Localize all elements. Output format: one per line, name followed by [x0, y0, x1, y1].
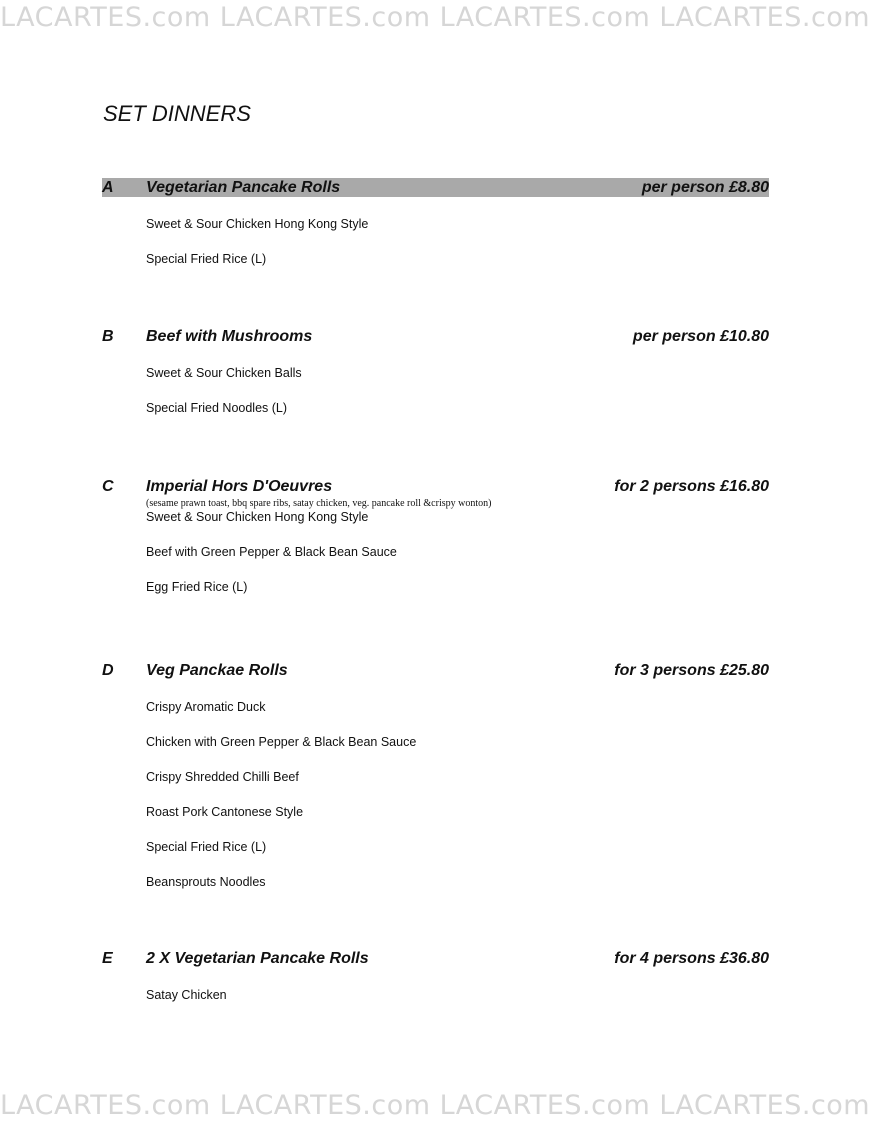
set-items [102, 510, 769, 595]
list-item: Beansprouts Noodles [146, 875, 266, 889]
set-title: Imperial Hors D'Oeuvres [146, 478, 333, 495]
set-items [102, 700, 769, 890]
list-item: Sweet & Sour Chicken Balls [146, 366, 302, 380]
set-price: for 4 persons £36.80 [614, 950, 769, 967]
set-letter: D [102, 662, 114, 679]
set-d [102, 661, 769, 890]
list-item: Satay Chicken [146, 988, 227, 1002]
list-item: Roast Pork Cantonese Style [146, 805, 304, 819]
set-letter: E [102, 950, 113, 967]
set-price: per person £10.80 [632, 328, 769, 345]
set-title: Veg Panckae Rolls [146, 662, 288, 679]
list-item: Special Fried Noodles (L) [146, 401, 288, 415]
watermark-bottom: LACARTES.com LACARTES.com LACARTES.com LACARTES.com [0, 1090, 870, 1121]
set-title: Beef with Mushrooms [146, 328, 313, 345]
set-items [102, 217, 769, 267]
set-header [102, 178, 769, 197]
set-b [102, 327, 769, 416]
set-items [102, 988, 769, 1003]
set-header [102, 949, 769, 968]
page-title: SET DINNERS [103, 101, 251, 126]
list-item: Sweet & Sour Chicken Hong Kong Style [146, 510, 369, 524]
list-item: Sweet & Sour Chicken Hong Kong Style [146, 217, 369, 231]
set-price: for 3 persons £25.80 [614, 662, 769, 679]
list-item: Special Fried Rice (L) [146, 840, 267, 854]
list-item: Egg Fried Rice (L) [146, 580, 248, 594]
watermark-top: LACARTES.com LACARTES.com LACARTES.com LACARTES.com [0, 2, 870, 33]
set-price: per person £8.80 [641, 179, 769, 196]
set-note: (sesame prawn toast, bbq spare ribs, satay chicken, veg. pancake roll &crispy wonton) [146, 498, 492, 509]
set-c [102, 477, 769, 595]
list-item: Chicken with Green Pepper & Black Bean Sauce [146, 735, 417, 749]
set-header [102, 327, 769, 346]
set-header [102, 661, 769, 680]
set-letter: B [102, 328, 114, 345]
set-letter: C [102, 478, 114, 495]
set-letter: A [102, 179, 114, 196]
list-item: Crispy Shredded Chilli Beef [146, 770, 299, 784]
list-item: Beef with Green Pepper & Black Bean Sauce [146, 545, 397, 559]
list-item: Crispy Aromatic Duck [146, 700, 266, 714]
set-a [102, 178, 769, 267]
set-header [102, 477, 769, 496]
set-title: Vegetarian Pancake Rolls [146, 179, 341, 196]
list-item: Special Fried Rice (L) [146, 252, 267, 266]
set-items [102, 366, 769, 416]
set-price: for 2 persons £16.80 [614, 478, 769, 495]
set-e [102, 949, 769, 1003]
set-title: 2 X Vegetarian Pancake Rolls [146, 950, 369, 967]
